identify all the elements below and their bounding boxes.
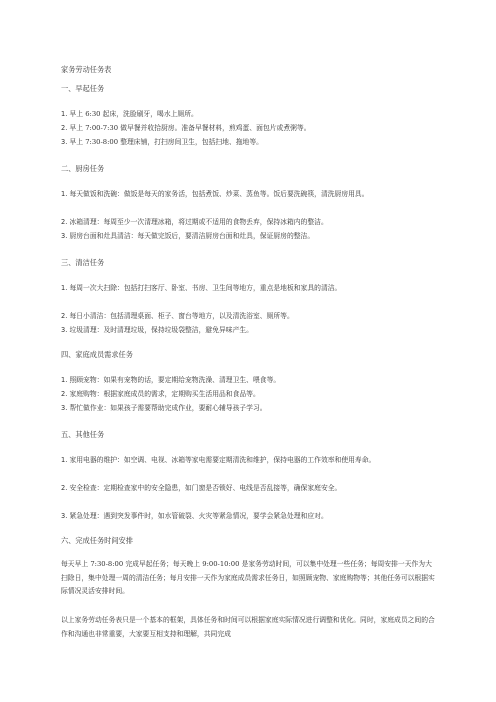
list-item <box>61 482 438 496</box>
item-text: 帮忙做作业：如果孩子需要帮助完成作业，要耐心辅导孩子学习。 <box>69 404 267 412</box>
item-number: 1. <box>61 456 68 464</box>
item-number: 1. <box>61 284 68 292</box>
list-item <box>61 388 438 402</box>
list-item <box>61 122 438 136</box>
document-title: 家务劳动任务表 <box>61 65 112 74</box>
section-heading-kitchen: 二、厨房任务 <box>61 164 105 173</box>
list-item <box>61 108 438 122</box>
section-heading-cleaning: 三、清洁任务 <box>61 258 105 267</box>
list-item <box>61 402 438 416</box>
item-number: 1. <box>61 376 68 384</box>
schedule-paragraph: 每天早上 7:30-8:00 完成早起任务；每天晚上 9:00-10:00 是家务劳动时间，可以集中处理一些任务；每周安排一天作为大扫除日，集中处理一周的清洁任务；每月安排一天作为家庭成员需求任务日，如照顾宠物、家庭购物等；其他任务可以根据实际情况灵活安排时间。 <box>61 560 435 595</box>
list-item <box>61 510 438 524</box>
item-number: 1. <box>61 190 68 198</box>
item-number: 3. <box>61 404 68 412</box>
section-heading-family-needs: 四、家庭成员需求任务 <box>61 350 133 359</box>
item-number: 2. <box>61 218 68 226</box>
section-heading-morning: 一、早起任务 <box>61 84 105 93</box>
item-text: 每周一次大扫除：包括打扫客厅、卧室、书房、卫生间等地方，重点是地板和家具的清洁。 <box>69 284 342 292</box>
list-item <box>61 282 438 296</box>
item-text: 早上 7:30-8:00 整理床铺，打扫房间卫生，包括扫地、拖地等。 <box>69 138 263 146</box>
item-number: 2. <box>61 484 68 492</box>
list-item <box>61 310 438 324</box>
item-text: 冰箱清理：每周至少一次清理冰箱，将过期或不适用的食物丢弃，保持冰箱内的整洁。 <box>69 218 328 226</box>
item-text: 家庭购物：根据家庭成员的需求，定期购买生活用品和食品等。 <box>69 390 260 398</box>
item-number: 2. <box>61 390 68 398</box>
list-item <box>61 136 438 150</box>
item-number: 3. <box>61 512 68 520</box>
item-text: 每天做饭和洗碗：做饭是每天的家务活，包括煮饭、炒菜、蒸鱼等。饭后要洗碗筷，清洗厨房用具。 <box>69 190 369 198</box>
item-number: 3. <box>61 326 68 334</box>
section-heading-other: 五、其他任务 <box>61 430 105 439</box>
item-text: 每日小清洁：包括清理桌面、柜子、窗台等地方，以及清洗浴室、厕所等。 <box>69 312 294 320</box>
list-item <box>61 230 438 244</box>
item-text: 安全检查：定期检查家中的安全隐患，如门窗是否锁好、电线是否乱接等，确保家庭安全。 <box>69 484 342 492</box>
list-item <box>61 454 438 468</box>
list-item <box>61 324 438 338</box>
list-item <box>61 188 438 202</box>
list-item <box>61 216 438 230</box>
item-number: 1. <box>61 110 68 118</box>
item-text: 厨房台面和灶具清洁：每天做完饭后，要清洁厨房台面和灶具，保证厨房的整洁。 <box>69 232 315 240</box>
item-number: 2. <box>61 124 68 132</box>
item-number: 2. <box>61 312 68 320</box>
item-text: 早上 6:30 起床，洗脸刷牙，喝水上厕所。 <box>69 110 198 118</box>
item-number: 3. <box>61 138 68 146</box>
list-item <box>61 374 438 388</box>
item-text: 垃圾清理：及时清理垃圾，保持垃圾袋整洁，避免异味产生。 <box>69 326 253 334</box>
item-text: 照顾宠物：如果有宠物的话，要定期给宠物洗澡、清理卫生、喂食等。 <box>69 376 281 384</box>
item-number: 3. <box>61 232 68 240</box>
item-text: 家用电器的维护：如空调、电视、冰箱等家电需要定期清洗和维护，保持电器的工作效率和使用寿命。 <box>69 456 376 464</box>
closing-paragraph: 以上家务劳动任务表只是一个基本的框架，具体任务和时间可以根据家庭实际情况进行调整和优化。同时，家庭成员之间的合作和沟通也非常重要，大家要互相支持和理解，共同完成 <box>61 616 435 638</box>
item-text: 早上 7:00-7:30 做早餐并收拾厨房。准备早餐材料，煎鸡蛋、面包片或煮粥等。 <box>69 124 311 132</box>
section-heading-schedule: 六、完成任务时间安排 <box>61 536 133 545</box>
item-text: 紧急处理：遇到突发事件时，如水管破裂、火灾等紧急情况，要学会紧急处理和应对。 <box>69 512 328 520</box>
